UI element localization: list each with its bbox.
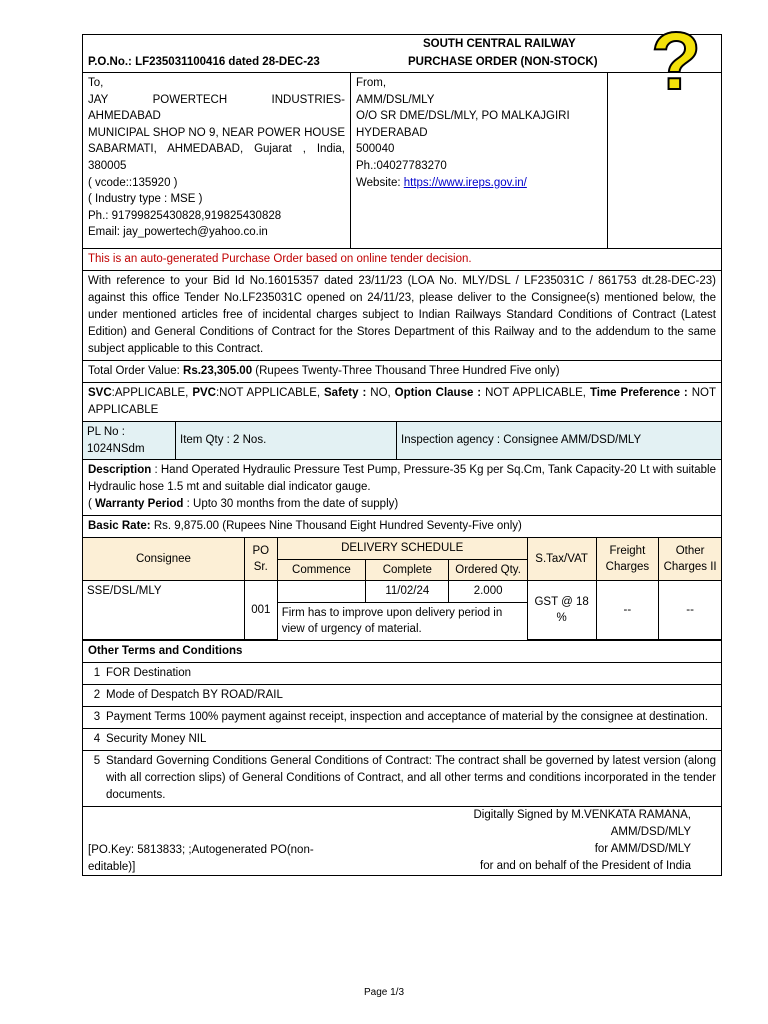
option-clause-value: NOT APPLICABLE, [481,387,590,399]
term-item-4 [83,729,721,751]
to-address [83,73,351,248]
pl-value: 1024NSdm [87,442,145,455]
page-number: Page 1/3 [363,987,405,998]
basic-rate-label: Basic Rate: [88,520,151,532]
col-delivery-schedule: DELIVERY SCHEDULE [277,538,527,559]
safety-label: Safety : [324,387,367,399]
term-number: 4 [93,733,101,745]
from-pincode: 500040 [356,143,395,156]
term-item-3 [83,707,721,729]
signature-block [83,807,721,875]
stax-cell: GST @ 18 % [527,581,596,640]
term-item-1 [83,663,721,685]
po-sr-cell: 001 [244,581,277,640]
pvc-value: :NOT APPLICABLE, [215,387,325,399]
delivery-note-cell: Firm has to improve upon delivery period in view of urgency of material. [277,602,527,640]
term-number: 1 [93,667,101,679]
po-key: [PO.Key: 5813833; ;Autogenerated PO(non-editable)] [88,844,314,873]
safety-value: NO, [366,387,395,399]
order-value-words: (Rupees Twenty-Three Thousand Three Hundred Five only) [252,365,560,377]
industry-type: ( Industry type : MSE ) [88,193,203,206]
to-company-line [88,92,345,109]
to-street-address: MUNICIPAL SHOP NO 9, NEAR POWER HOUSE SABARMATI, AHMEDABAD, Gujarat , India, 380005 [88,126,345,172]
order-value-amount: Rs.23,305.00 [183,365,253,377]
term-text: FOR Destination [106,667,192,679]
clauses-line [83,383,721,422]
from-city: HYDERABAD [356,126,428,139]
item-qty: Item Qty : 2 Nos. [176,422,397,459]
to-label: To, [88,77,104,89]
complete-cell: 11/02/24 [366,581,449,603]
from-office: AMM/DSL/MLY [356,93,435,106]
ordered-qty-cell: 2.000 [449,581,527,603]
address-blank-cell [608,73,721,248]
po-type-title: PURCHASE ORDER (NON-STOCK) [408,56,598,68]
auto-generated-notice: This is an auto-generated Purchase Order based on online tender decision. [83,249,721,271]
warranty-text: : Upto 30 months from the date of supply) [183,498,399,510]
warranty-line [88,496,716,513]
freight-cell: -- [596,581,659,640]
col-consignee: Consignee [83,538,244,581]
reference-paragraph: With reference to your Bid Id No.16015357 dated 23/11/23 (LOA No. MLY/DSL / LF235031C / 861753 dt.28-DEC-23) against this office Tender No.LF235031C opened on 24/11/23, please deliver to the Consignee(s) mentioned below, the under mentioned articles free of incidental charges subject to Indian Railways Standard Conditions of Contract (Latest Edition) and General Conditions of Contract for the Stores Department of this Railway and to the addendum to the same subject applicable to this Contract. [83,271,721,361]
commence-cell [277,581,365,603]
signer-designation: AMM/DSD/MLY [610,826,691,838]
from-office-detail: O/O SR DME/DSL/MLY, PO MALKAJGIRI [356,110,570,123]
from-label: From, [356,77,387,89]
consignee-cell: SSE/DSL/MLY [83,581,244,640]
option-clause-label: Option Clause : [394,387,482,399]
to-email: Email: jay_powertech@yahoo.co.in [88,226,268,239]
table-row [83,581,721,603]
warranty-label: Warranty Period [95,498,184,510]
question-mark-icon: ? [651,16,702,107]
col-complete: Complete [366,559,449,581]
description-text: : Hand Operated Hydraulic Pressure Test Pump, Pressure-35 Kg per Sq.Cm, Tank Capacity-20 Lt with suitable Hydraulic hose 1.5 mt and suitable dial indicator gauge. [88,464,716,493]
description-label: Description [88,464,152,476]
to-city: AHMEDABAD [88,110,161,123]
term-text: Payment Terms 100% payment against receipt, inspection and acceptance of material by the consignee at destination. [106,711,708,723]
term-number: 3 [93,711,101,723]
to-company-word-2: POWERTECH [152,93,228,106]
svc-value: :APPLICABLE, [111,387,193,399]
col-freight: Freight Charges [596,538,659,581]
warranty-prefix: ( [88,498,96,510]
inspection-agency: Inspection agency : Consignee AMM/DSD/MLY [397,422,722,459]
svc-label: SVC [88,387,112,399]
col-stax: S.Tax/VAT [527,538,596,581]
address-block [83,73,721,249]
pl-label: PL No : [87,426,125,438]
time-preference-value: NOT APPLICABLE [88,387,716,416]
signer-for: for AMM/DSD/MLY [594,843,691,855]
website-label: Website: [356,176,404,189]
pvc-label: PVC [192,387,216,399]
purchase-order-document [82,16,722,876]
term-item-5 [83,751,721,807]
website-link[interactable]: https://www.ireps.gov.in/ [403,176,527,189]
description-block [83,460,721,516]
term-number: 5 [93,755,101,767]
term-text: Standard Governing Conditions General Conditions of Contract: The contract shall be governed by latest version (along with all correction slips) of General Conditions of Contract, and all other terms and conditions incorporated in the tender documents. [106,755,716,801]
col-ordered-qty: Ordered Qty. [449,559,527,581]
signed-by: Digitally Signed by M.VENKATA RAMANA, [473,809,691,821]
description-line [88,462,716,496]
from-website [356,175,602,192]
col-po-sr: PO Sr. [244,538,277,581]
term-text: Security Money NIL [106,733,207,745]
signer-behalf: for and on behalf of the President of India [480,860,691,872]
order-value-label: Total Order Value: [88,365,184,377]
term-text: Mode of Despatch BY ROAD/RAIL [106,689,283,701]
basic-rate-text: Rs. 9,875.00 (Rupees Nine Thousand Eight Hundred Seventy-Five only) [150,520,522,532]
from-address [351,73,608,248]
other-charges-cell: -- [659,581,721,640]
from-phone: Ph.:04027783270 [356,159,447,172]
total-order-value [83,361,721,383]
pl-number-cell [83,422,176,459]
term-number: 2 [93,689,101,701]
term-item-2 [83,685,721,707]
col-commence: Commence [277,559,365,581]
delivery-schedule-table [83,538,721,641]
time-preference-label: Time Preference : [589,387,688,399]
col-other-charges: Other Charges II [659,538,721,581]
railway-name: SOUTH CENTRAL RAILWAY [423,38,576,50]
basic-rate [83,516,721,538]
to-phone: Ph.: 91799825430828,919825430828 [88,209,282,222]
schedule-header-row-1 [83,538,721,559]
terms-title: Other Terms and Conditions [83,641,721,663]
to-company-word-1: JAY [88,93,109,106]
item-details [83,422,721,460]
po-number: P.O.No.: LF235031100416 dated 28-DEC-23 [88,56,320,68]
to-company-word-3: INDUSTRIES- [271,93,345,106]
signature-text [473,807,691,875]
vendor-code: ( vcode::135920 ) [88,176,178,189]
